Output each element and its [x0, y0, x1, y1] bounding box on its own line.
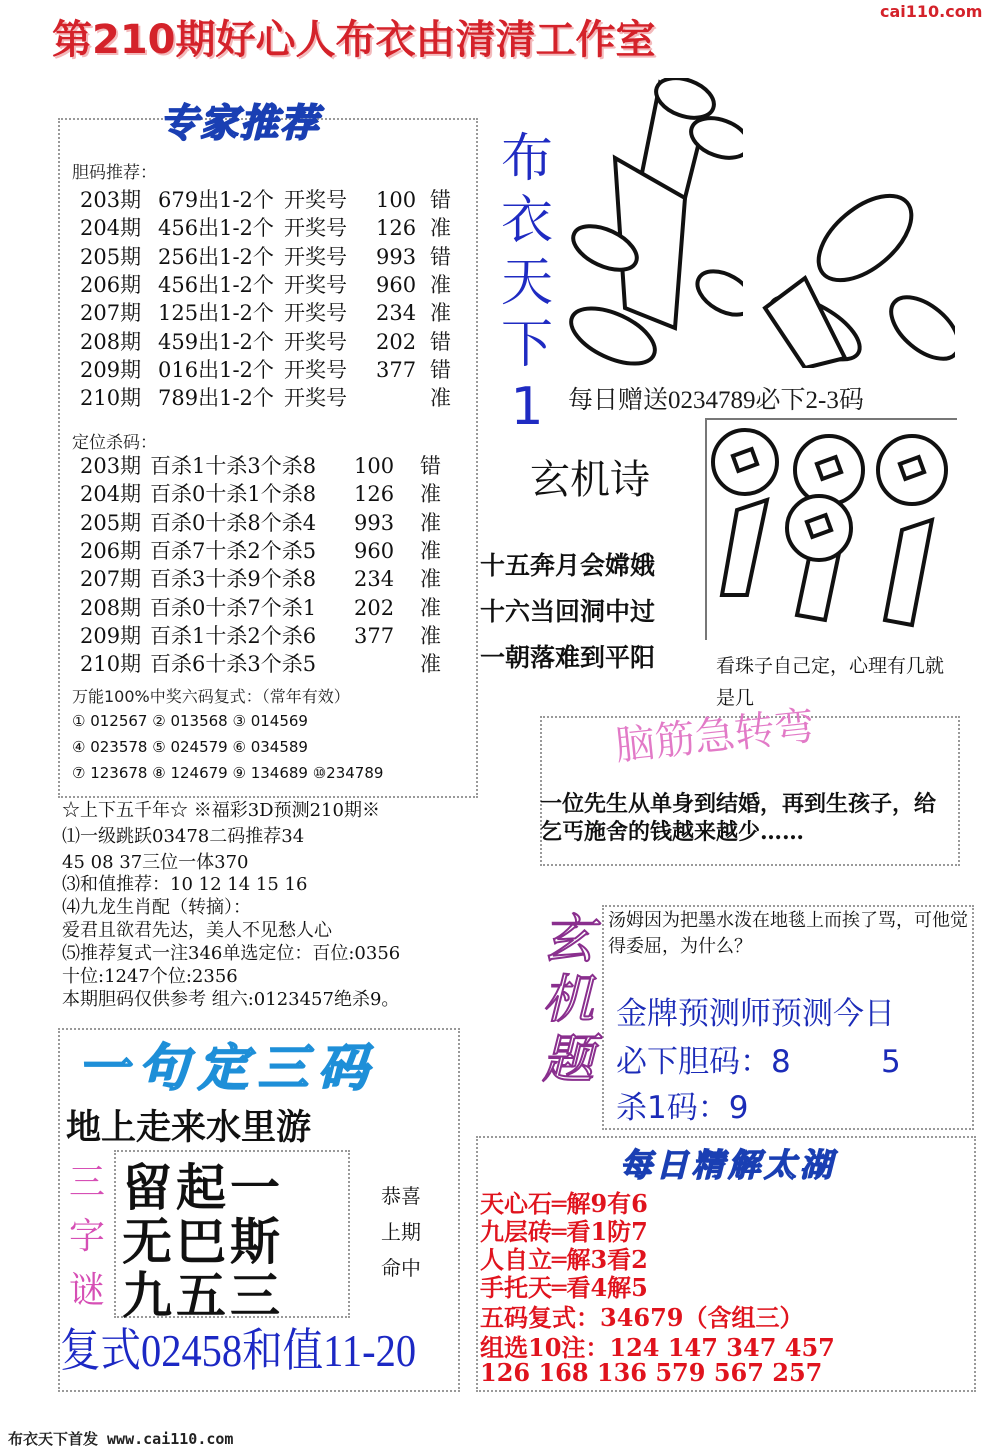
- dan-label: 开奖号: [284, 272, 347, 297]
- combo-row: ① 012567 ② 013568 ③ 014569: [72, 712, 308, 730]
- dan-label: 开奖号: [284, 301, 347, 326]
- bead-note: 看珠子自己定，心理有几就是几: [716, 655, 945, 709]
- note-line: ⑸推荐复式一注346单选定位：百位:0356: [62, 943, 401, 964]
- dan-result: 错: [430, 329, 451, 354]
- dan-label: 胆码推荐：: [72, 163, 157, 183]
- kill-pick: 百杀0十杀8个杀4: [150, 510, 317, 535]
- congrats-text: 命中: [381, 1256, 421, 1280]
- dan-num: 126: [376, 216, 417, 241]
- kill-period: 205期: [80, 510, 142, 535]
- kill-pick: 百杀7十杀2个杀5: [150, 538, 317, 563]
- sanzi-label: 三字谜: [68, 1162, 105, 1311]
- note-line: 十位:1247个位:2356: [62, 966, 238, 987]
- note-line: ⑴一级跳跃03478二码推荐34: [62, 826, 305, 847]
- sanzi-line: 留起一: [122, 1158, 284, 1217]
- dan-label: 开奖号: [284, 386, 347, 411]
- combo-title: 万能100%中奖六码复式：（常年有效）: [72, 687, 350, 706]
- dan-period: 206期: [80, 272, 142, 297]
- taihu-title: 每日精解太湖: [620, 1146, 837, 1184]
- dan-num: 960: [376, 272, 417, 297]
- sanzi-line: 无巴斯: [122, 1212, 284, 1271]
- taihu-line: 人自立═解3看2: [480, 1245, 648, 1274]
- dan-num: 202: [376, 329, 417, 354]
- gold-kill-val: 9: [728, 1090, 749, 1126]
- site-logo[interactable]: cai110.com: [880, 2, 983, 21]
- kill-num: 993: [354, 510, 395, 535]
- gold-predict-line: [616, 1036, 901, 1081]
- riddle-title: 玄机题: [541, 910, 594, 1090]
- brain-teaser-title: 脑筋急转弯: [612, 703, 817, 770]
- dan-period: 207期: [80, 301, 142, 326]
- taihu-line: 五码复式：34679（含组三）: [480, 1303, 804, 1332]
- taihu-line: 组选10注：124 147 347 457: [480, 1333, 835, 1362]
- coins-picture: [705, 418, 957, 640]
- gold-dan-a: 8: [771, 1044, 791, 1080]
- dan-period: 209期: [80, 357, 142, 382]
- kill-num: 960: [354, 538, 395, 563]
- brain-teaser-text: 一位先生从单身到结婚，再到生孩子，给乞丐施舍的钱越来越少……: [540, 791, 937, 845]
- dan-period: 204期: [80, 216, 142, 241]
- note-line: 本期胆码仅供参考 组六:0123457绝杀9。: [62, 989, 400, 1010]
- gold-dan-label: 必下胆码：: [616, 1044, 771, 1080]
- dan-label: 开奖号: [284, 188, 347, 212]
- kill-period: 204期: [80, 482, 142, 507]
- kill-result: 准: [420, 623, 441, 648]
- kill-label: 定位杀码：: [72, 433, 157, 453]
- kill-pick: 百杀3十杀9个杀8: [150, 567, 317, 592]
- kill-num: 202: [354, 595, 395, 620]
- kill-result: 错: [420, 454, 441, 478]
- note-line: ⑷九龙生肖配（转摘）：: [62, 897, 251, 918]
- dan-result: 错: [430, 188, 451, 212]
- riddle-text: 汤姆因为把墨水泼在地毯上而挨了骂，可他觉得委屈，为什么？: [608, 910, 968, 957]
- bead-drawing-icon: [565, 78, 743, 368]
- taihu-line: 手托天═看4解5: [480, 1273, 648, 1302]
- dan-pick: 016出1-2个: [158, 357, 274, 382]
- dan-pick: 456出1-2个: [158, 272, 274, 297]
- dan-label: 开奖号: [284, 357, 347, 382]
- congrats-text: 上期: [381, 1220, 421, 1244]
- gold-predict-line: 金牌预测师预测今日: [616, 996, 895, 1032]
- coins-drawing-icon: [707, 420, 957, 640]
- dan-result: 错: [430, 357, 451, 382]
- dan-pick: 456出1-2个: [158, 216, 274, 241]
- dan-pick: 679出1-2个: [158, 188, 274, 212]
- poem-line: 一朝落难到平阳: [480, 643, 656, 672]
- dan-result: 准: [430, 386, 451, 411]
- dan-num: 234: [376, 301, 417, 326]
- fushi-line: 复式02458和值11-20: [60, 1325, 417, 1376]
- dan-num: 377: [376, 357, 417, 382]
- dan-label: 开奖号: [284, 216, 347, 241]
- gold-predict-line: [616, 1082, 748, 1127]
- dan-pick: 789出1-2个: [158, 386, 274, 411]
- kill-result: 准: [420, 482, 441, 507]
- kill-period: 203期: [80, 454, 142, 478]
- kill-pick: 百杀1十杀2个杀6: [150, 623, 317, 648]
- kill-pick: 百杀0十杀1个杀8: [150, 482, 317, 507]
- sanzi-line: 九五三: [122, 1266, 284, 1325]
- bead-picture-top: [565, 78, 743, 368]
- dan-num: 993: [376, 244, 417, 269]
- note-line: ⑶和值推荐：10 12 14 15 16: [62, 874, 308, 895]
- vertical-brand: 布衣天下1: [500, 129, 553, 437]
- gold-dan-b: 5: [881, 1044, 901, 1080]
- dan-result: 准: [430, 216, 451, 241]
- kill-pick: 百杀0十杀7个杀1: [150, 595, 317, 620]
- page-title: 第210期好心人布衣由清清工作室: [52, 17, 656, 63]
- kill-result: 准: [420, 538, 441, 563]
- bead-picture-right: [745, 78, 955, 368]
- expert-title: 专家推荐: [160, 101, 321, 145]
- kill-result: 准: [420, 595, 441, 620]
- kill-result: 准: [420, 567, 441, 592]
- kill-period: 209期: [80, 623, 142, 648]
- combo-row: ⑦ 123678 ⑧ 124679 ⑨ 134689 ⑩234789: [72, 764, 384, 782]
- poem-title: 玄机诗: [530, 457, 650, 503]
- dan-label: 开奖号: [284, 329, 347, 354]
- dan-period: 210期: [80, 386, 142, 411]
- note-line: ☆上下五千年☆ ※福彩3D预测210期※: [62, 800, 380, 821]
- footer-text: 布衣天下首发 www.cai110.com: [8, 1430, 234, 1448]
- kill-num: 377: [354, 623, 395, 648]
- dan-pick: 125出1-2个: [158, 301, 274, 326]
- gold-kill-label: 杀1码：: [616, 1090, 729, 1126]
- kill-period: 206期: [80, 538, 142, 563]
- poem-line: 十五奔月会嫦娥: [480, 551, 656, 580]
- kill-num: 234: [354, 567, 395, 592]
- kill-period: 207期: [80, 567, 142, 592]
- bead-drawing-icon: [745, 78, 955, 368]
- kill-period: 208期: [80, 595, 142, 620]
- congrats-text: 恭喜: [381, 1184, 421, 1208]
- dan-period: 203期: [80, 188, 142, 212]
- taihu-line: 126 168 136 579 567 257: [480, 1358, 823, 1387]
- poem-line: 十六当回洞中过: [480, 597, 656, 626]
- note-line: 45 08 37三位一体370: [62, 852, 249, 873]
- note-line: 爱君且欲君先达，美人不见愁人心: [62, 920, 332, 941]
- taihu-line: 九层砖═看1防7: [480, 1217, 648, 1246]
- dan-num: 100: [376, 188, 417, 212]
- dan-period: 208期: [80, 329, 142, 354]
- kill-num: 126: [354, 482, 395, 507]
- dan-label: 开奖号: [284, 244, 347, 269]
- kill-result: 准: [420, 652, 441, 677]
- kill-result: 准: [420, 510, 441, 535]
- kill-num: 100: [354, 454, 395, 478]
- dan-result: 准: [430, 272, 451, 297]
- taihu-line: 天心石═解9有6: [480, 1189, 648, 1218]
- dan-result: 错: [430, 244, 451, 269]
- dan-result: 准: [430, 301, 451, 326]
- one-line-title: 一句定三码: [78, 1039, 378, 1097]
- one-line-text: 地上走来水里游: [66, 1108, 312, 1148]
- kill-period: 210期: [80, 652, 142, 677]
- dan-pick: 256出1-2个: [158, 244, 274, 269]
- kill-pick: 百杀6十杀3个杀5: [150, 652, 317, 677]
- dan-pick: 459出1-2个: [158, 329, 274, 354]
- dan-period: 205期: [80, 244, 142, 269]
- combo-row: ④ 023578 ⑤ 024579 ⑥ 034589: [72, 738, 308, 756]
- daily-gift-text: 每日赠送0234789必下2-3码: [568, 387, 864, 414]
- kill-pick: 百杀1十杀3个杀8: [150, 454, 317, 478]
